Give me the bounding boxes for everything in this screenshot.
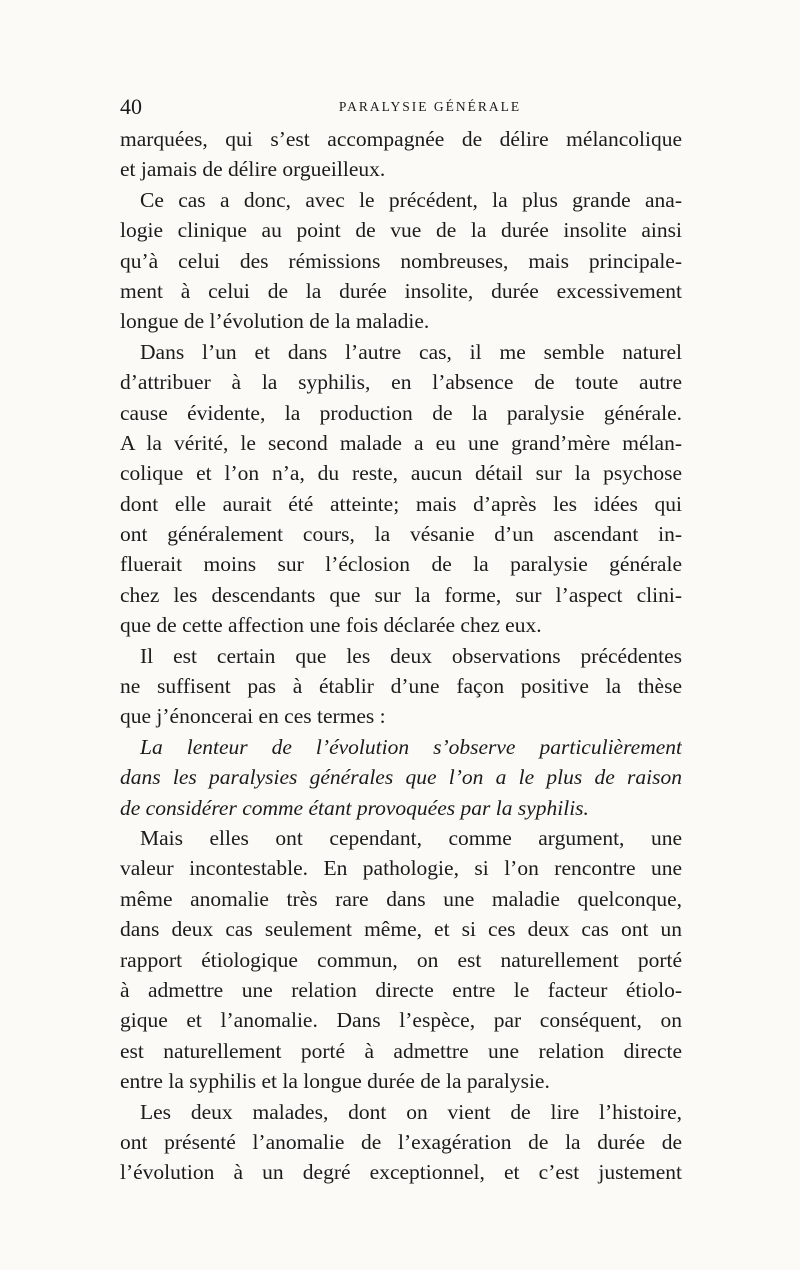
text-line: que de cette affection une fois déclarée chez eux. — [120, 613, 542, 638]
text-line: logie clinique au point de vue de la durée insolite ainsi — [120, 218, 682, 243]
body-text — [120, 124, 682, 1188]
text-line: l’évolution à un degré exceptionnel, et c’est justement — [120, 1160, 682, 1185]
text-line: d’attribuer à la syphilis, en l’absence de toute autre — [120, 370, 682, 395]
text-line: est naturellement porté à admettre une relation directe — [120, 1038, 682, 1063]
text-line: A la vérité, le second malade a eu une grand’mère mélan- — [120, 430, 682, 455]
text-line: ont généralement cours, la vésanie d’un ascendant in- — [120, 522, 682, 547]
text-line: cause évidente, la production de la paralysie générale. — [120, 400, 682, 425]
text-line-italic: La lenteur de l’évolution s’observe particulièrement — [140, 734, 682, 759]
text-line: Mais elles ont cependant, comme argument, une — [140, 825, 682, 850]
text-line: à admettre une relation directe entre le facteur étiolo- — [120, 977, 682, 1002]
text-line: même anomalie très rare dans une maladie quelconque, — [120, 886, 682, 911]
text-line: entre la syphilis et la longue durée de la paralysie. — [120, 1069, 550, 1094]
text-line: dont elle aurait été atteinte; mais d’après les idées qui — [120, 491, 682, 516]
text-line: que j’énoncerai en ces termes : — [120, 704, 386, 729]
text-line: qu’à celui des rémissions nombreuses, mais principale- — [120, 248, 682, 273]
text-line-italic: de considérer comme étant provoquées par la syphilis. — [120, 795, 589, 820]
text-line: gique et l’anomalie. Dans l’espèce, par conséquent, on — [120, 1008, 682, 1033]
page-header — [120, 92, 680, 122]
text-line: marquées, qui s’est accompagnée de délire mélancolique — [120, 127, 682, 151]
text-line: ont présenté l’anomalie de l’exagération de la durée de — [120, 1129, 682, 1154]
text-line: Ce cas a donc, avec le précédent, la plus grande ana- — [140, 187, 682, 212]
text-line: ment à celui de la durée insolite, durée excessivement — [120, 278, 682, 303]
text-line: ne suffisent pas à établir d’une façon positive la thèse — [120, 674, 682, 699]
text-line: Les deux malades, dont on vient de lire l’histoire, — [140, 1099, 682, 1124]
running-title: PARALYSIE GÉNÉRALE — [338, 99, 522, 114]
text-line: Dans l’un et dans l’autre cas, il me semble naturel — [140, 339, 682, 364]
page-number: 40 — [120, 94, 142, 119]
text-line: dans deux cas seulement même, et si ces deux cas ont un — [120, 917, 682, 942]
text-line-italic: dans les paralysies générales que l’on a le plus de raison — [120, 765, 682, 790]
text-line: chez les descendants que sur la forme, sur l’aspect clini- — [120, 582, 682, 607]
text-line: valeur incontestable. En pathologie, si l’on rencontre une — [120, 856, 682, 881]
text-line: rapport étiologique commun, on est naturellement porté — [120, 947, 682, 972]
text-line: et jamais de délire orgueilleux. — [120, 157, 386, 182]
text-line: fluerait moins sur l’éclosion de la paralysie générale — [120, 552, 682, 577]
text-line: colique et l’on n’a, du reste, aucun détail sur la psychose — [120, 461, 682, 486]
text-line: Il est certain que les deux observations précédentes — [140, 643, 682, 668]
text-line: longue de l’évolution de la maladie. — [120, 309, 430, 334]
